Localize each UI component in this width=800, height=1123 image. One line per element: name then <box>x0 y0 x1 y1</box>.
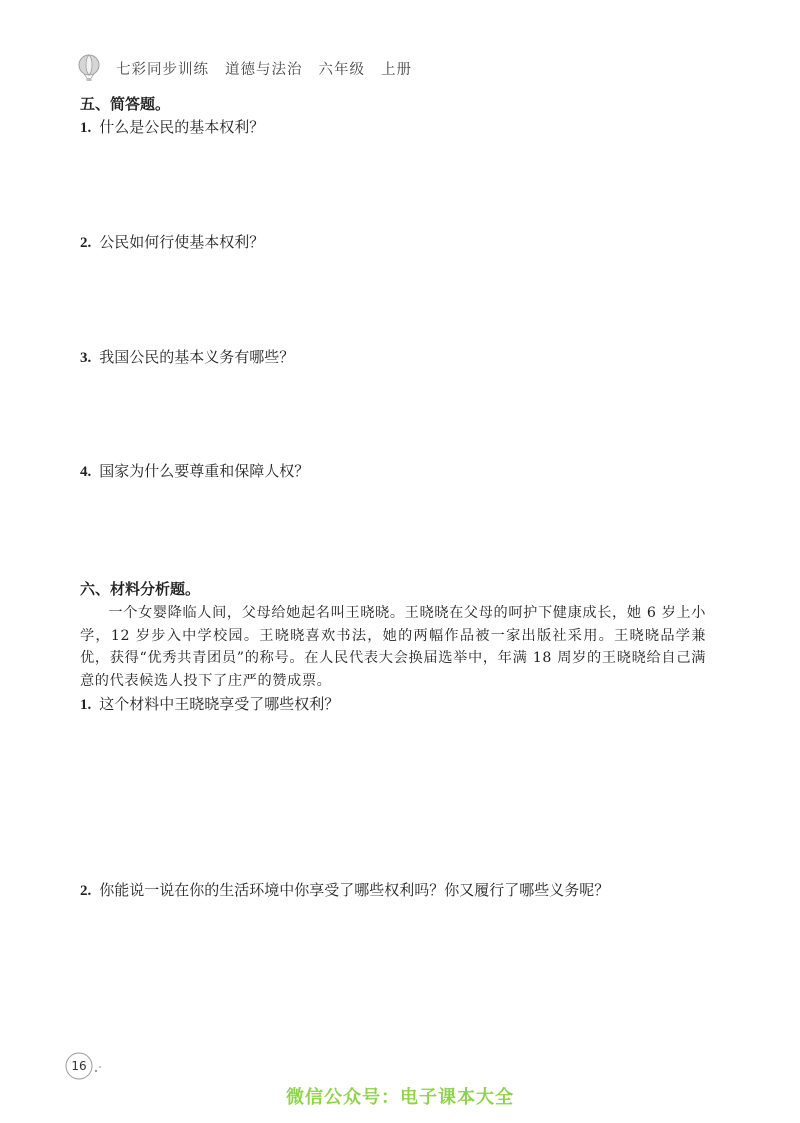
question-number: 3. <box>80 350 92 366</box>
question-number: 4. <box>80 464 92 480</box>
header-volume: 上册 <box>381 61 412 78</box>
page-header <box>76 54 412 82</box>
header-book: 七彩同步训练 <box>116 61 209 78</box>
question-item <box>80 116 264 137</box>
question-item <box>80 231 264 252</box>
question-text: 国家为什么要尊重和保障人权？ <box>99 462 310 480</box>
question-number: 1. <box>80 697 92 713</box>
question-item <box>80 879 609 900</box>
question-text: 我国公民的基本义务有哪些？ <box>99 348 295 366</box>
question-number: 1. <box>80 120 92 136</box>
question-text: 公民如何行使基本权利？ <box>99 233 265 251</box>
header-subject: 道德与法治 <box>225 61 303 78</box>
watermark-text: 微信公众号：电子课本大全 <box>286 1087 514 1108</box>
question-number: 2. <box>80 235 92 251</box>
header-grade: 六年级 <box>318 61 365 78</box>
question-item <box>80 460 309 481</box>
section-title-short-answer: 五、简答题。 <box>80 95 171 113</box>
question-item <box>80 346 294 367</box>
question-text: 这个材料中王晓晓享受了哪些权利？ <box>99 695 340 713</box>
page-number-badge <box>64 1051 94 1081</box>
section-title-material-analysis: 六、材料分析题。 <box>80 580 201 598</box>
question-text: 你能说一说在你的生活环境中你享受了哪些权利吗？你又履行了哪些义务呢？ <box>99 881 610 899</box>
page-number: 16 <box>71 1059 87 1073</box>
balloon-logo-icon <box>76 54 102 82</box>
reading-passage: 一个女婴降临人间，父母给她起名叫王晓晓。王晓晓在父母的呵护下健康成长，她 6 岁上小学，12 岁步入中学校园。王晓晓喜欢书法，她的两幅作品被一家出版社采用。王晓晓品学兼优，获得“优秀共青团员”的称号。在人民代表大会换届选举中，年满 18 周岁的王晓晓给自己满意的代表候选人投下了庄严的赞成票。 <box>80 605 706 689</box>
question-number: 2. <box>80 883 92 899</box>
question-item <box>80 693 339 714</box>
question-text: 什么是公民的基本权利？ <box>99 118 265 136</box>
